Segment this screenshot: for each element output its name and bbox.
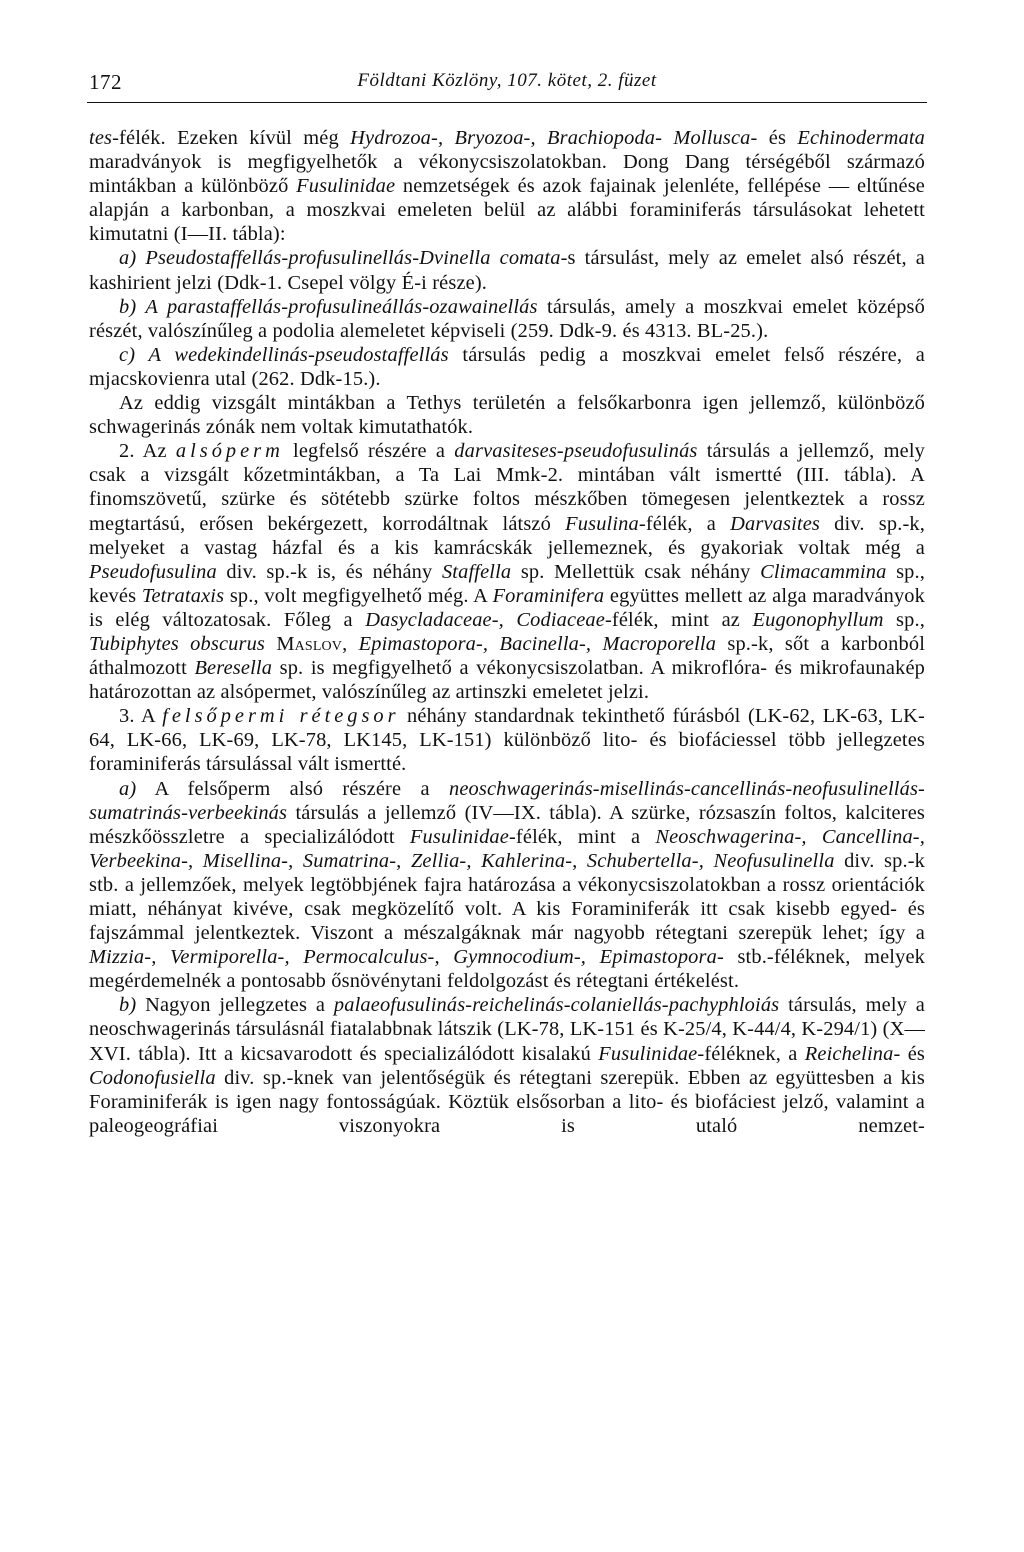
text-run: -s társulást, mely az emelet alsó részét, a kashirient jelzi (Ddk-1. Csepel völgy É-i része).: [89, 247, 925, 294]
italic-run: Dasycladaceae-, Codiaceae: [365, 608, 605, 631]
text-run: -félék. Ezeken kívül még: [112, 127, 351, 149]
text-run: társulás a jellemző (IV—IX. tábla). A szürke, rózsaszín foltos, kalciteres mészkőösszletre a specializálódott: [89, 801, 925, 848]
paragraph: [89, 439, 925, 704]
italic-run: Neoschwagerina-, Cancellina-, Verbeekina-, Misellina-, Sumatrina-, Zellia-, Kahlerina-, Schubertella-, Neofusulinella: [89, 825, 925, 872]
text-run: sp. Mellettük csak néhány: [511, 560, 761, 583]
text-run: társulás, mely a neoschwagerinás társulásnál fiatalabbnak látszik (LK-78, LK-151 és K-25/4, K-44/4, K-294/1) (X—XVI. tábla). Itt a kicsavarodott és specializálódott kisalakú: [89, 994, 925, 1065]
text-run: legfelső részére a: [283, 440, 455, 463]
journal-title: Földtani Közlöny, 107. kötet, 2. füzet: [357, 70, 657, 91]
italic-run: tes: [89, 127, 113, 149]
italic-run: a): [119, 777, 137, 800]
text-run: Nagyon jellegzetes a: [136, 994, 334, 1017]
text-run: -félék, mint a: [508, 825, 656, 848]
text-run: sp., kevés: [89, 560, 925, 607]
paragraph: [89, 391, 925, 439]
italic-run: neoschwagerinás-misellinás-cancellinás-neofusulinellás-sumatrinás-verbeekinás: [89, 777, 925, 824]
italic-run: Pseudofusulina: [89, 560, 217, 583]
text-run: sp.,: [883, 608, 925, 631]
text-run: A felsőperm alsó részére a: [136, 777, 449, 800]
text-run: együttes mellett az alga maradványok is elég változatosak. Főleg a: [89, 584, 925, 631]
paragraph: [89, 343, 925, 391]
text-run: társulás a jellemző, mely csak a vizsgált kőzetmintákban, a Ta Lai Mmk-2. mintában vált ismertté (III. tábla). A finomszövetű, szürke és sötétebb szürke foltos mészkőben tömegesen jelentkeztek a rossz megtartású, erősen bekérgezett, korrodáltnak látszó: [89, 440, 925, 535]
spaced-run: felsőpermi rétegsor: [162, 705, 400, 728]
text-run: és: [757, 127, 798, 149]
spaced-run: alsóperm: [175, 440, 284, 463]
italic-run: c) A wedekindellinás-pseudostaffellás: [119, 343, 449, 366]
smallcaps-run: Maslov: [276, 632, 343, 655]
italic-run: Eugonophyllum: [752, 608, 884, 631]
text-run: div. sp.-k is, és néhány: [216, 560, 442, 583]
text-run: sp.-k, sőt a karbonból áthalmozott: [89, 632, 926, 680]
paragraph: [89, 777, 925, 994]
running-head: [87, 70, 927, 103]
italic-run: Tubiphytes obscurus: [89, 632, 266, 655]
text-run: néhány standardnak tekinthető fúrásból (LK-62, LK-63, LK-64, LK-66, LK-69, LK-78, LK145, LK-151) különböző lito- és biofáciessel több jellegzetes foraminiferás társulással vált ismertté.: [89, 705, 925, 776]
italic-run: Fusulinidae: [409, 825, 509, 848]
italic-run: darvasiteses-pseudofusulinás: [454, 440, 698, 463]
text-run: div. sp.-k, melyeket a vastag házfal és a kis kamrácskák jellemeznek, és gyakoriak voltak még a: [89, 512, 926, 559]
italic-run: Fusulinidae: [296, 175, 396, 198]
text-run: Az eddig vizsgált mintákban a Tethys területén a felsőkarbonra igen jellemző, különböző schwagerinás zónák nem voltak kimutathatók.: [89, 392, 925, 439]
text-run: -félék, a: [638, 512, 731, 535]
italic-run: Beresella: [194, 657, 273, 680]
page-number: 172: [89, 70, 122, 94]
text-run: és: [900, 1042, 925, 1065]
italic-run: palaeofusulinás-reichelinás-colaniellás-pachyphloiás: [333, 994, 780, 1017]
text-run: 3. A: [119, 705, 163, 728]
italic-run: Hydrozoa-, Bryozoa-, Brachiopoda- Mollusca-: [350, 127, 758, 149]
text-run: 2. Az: [119, 440, 176, 463]
italic-run: Codonofusiella: [89, 1066, 216, 1089]
text-run: div. sp.-knek van jelentőségük és rétegtani szerepük. Ebben az együttesben a kis Foraminiferák is igen nagy fontosságúak. Köztük elsősorban a lito- és biofáciest jelző, valamint a paleogeográfiai viszonyokra is utaló nemzet-: [89, 1066, 925, 1137]
text-run: nemzetségek és azok fajainak jelenléte, fellépése — eltűnése alapján a karbonban, a moszkvai emeleten belül az alábbi foraminiferás társulásokat lehetett kimutatni (I—II. tábla):: [89, 175, 925, 246]
italic-run: Reichelina-: [804, 1042, 901, 1065]
paragraph: [89, 246, 925, 294]
italic-run: Fusulinidae: [598, 1042, 698, 1065]
text-run: [265, 633, 276, 655]
text-run: sp. is megfigyelhető a vékonycsiszolatban. A mikroflóra- és mikrofaunakép határozottan az alsópermet, valószínűleg az artinszki emeletet jelzi.: [89, 657, 925, 704]
text-run: -félék, mint az: [604, 608, 753, 631]
paragraph: [89, 126, 925, 246]
italic-run: Fusulina: [565, 512, 639, 535]
italic-run: Climacammina: [760, 560, 887, 583]
italic-run: Echinodermata: [797, 127, 926, 149]
italic-run: Mizzia-, Vermiporella-, Permocalculus-, Gymnocodium-, Epimastopora-: [89, 946, 724, 969]
paragraph: [89, 704, 925, 776]
text-run: stb.-féléknek, melyek megérdemelnék a pontosabb ősnövénytani feldolgozást és rétegtani értékelést.: [89, 946, 925, 993]
text-run: társulás, amely a moszkvai emelet középső részét, valószínűleg a podolia alemeletet képviseli (259. Ddk-9. és 4313. BL-25.).: [89, 295, 925, 342]
paragraph: [89, 295, 925, 343]
text-run: társulás pedig a moszkvai emelet felső részére, a mjacskovienra utal (262. Ddk-15.).: [89, 343, 925, 390]
body-text: [89, 126, 925, 1138]
italic-run: Darvasites: [730, 512, 820, 535]
text-run: div. sp.-k stb. a jellemzőek, melyek legtöbbjének fajra határozása a vékonycsiszolatokban a rossz orientációk miatt, néhányat kivéve, csak megközelítő volt. A kis Foraminiferák itt csak kisebb egyed- és fajszámmal jelentkeztek. Viszont a mészalgáknak már nagyobb rétegtani szerepük lehet; így a: [89, 849, 926, 945]
italic-run: Staffella: [441, 560, 512, 583]
italic-run: Foraminifera: [492, 584, 605, 607]
text-run: maradványok is megfigyelhetők a vékonycsiszolatokban. Dong Dang térségéből származó mintákban a különböző: [89, 151, 925, 198]
paragraph: [89, 993, 925, 1138]
italic-run: b): [119, 994, 137, 1017]
text-run: -féléknek, a: [697, 1042, 805, 1065]
text-run: sp., volt megfigyelhető még. A: [224, 584, 493, 607]
text-run: ,: [342, 632, 359, 655]
italic-run: Tetrataxis: [141, 584, 225, 607]
italic-run: b) A parastaffellás-profusulineállás-ozawainellás: [119, 295, 538, 318]
italic-run: Epimastopora-, Bacinella-, Macroporella: [358, 632, 717, 655]
italic-run: a) Pseudostaffellás-profusulinellás-Dvinella comata: [119, 247, 561, 270]
